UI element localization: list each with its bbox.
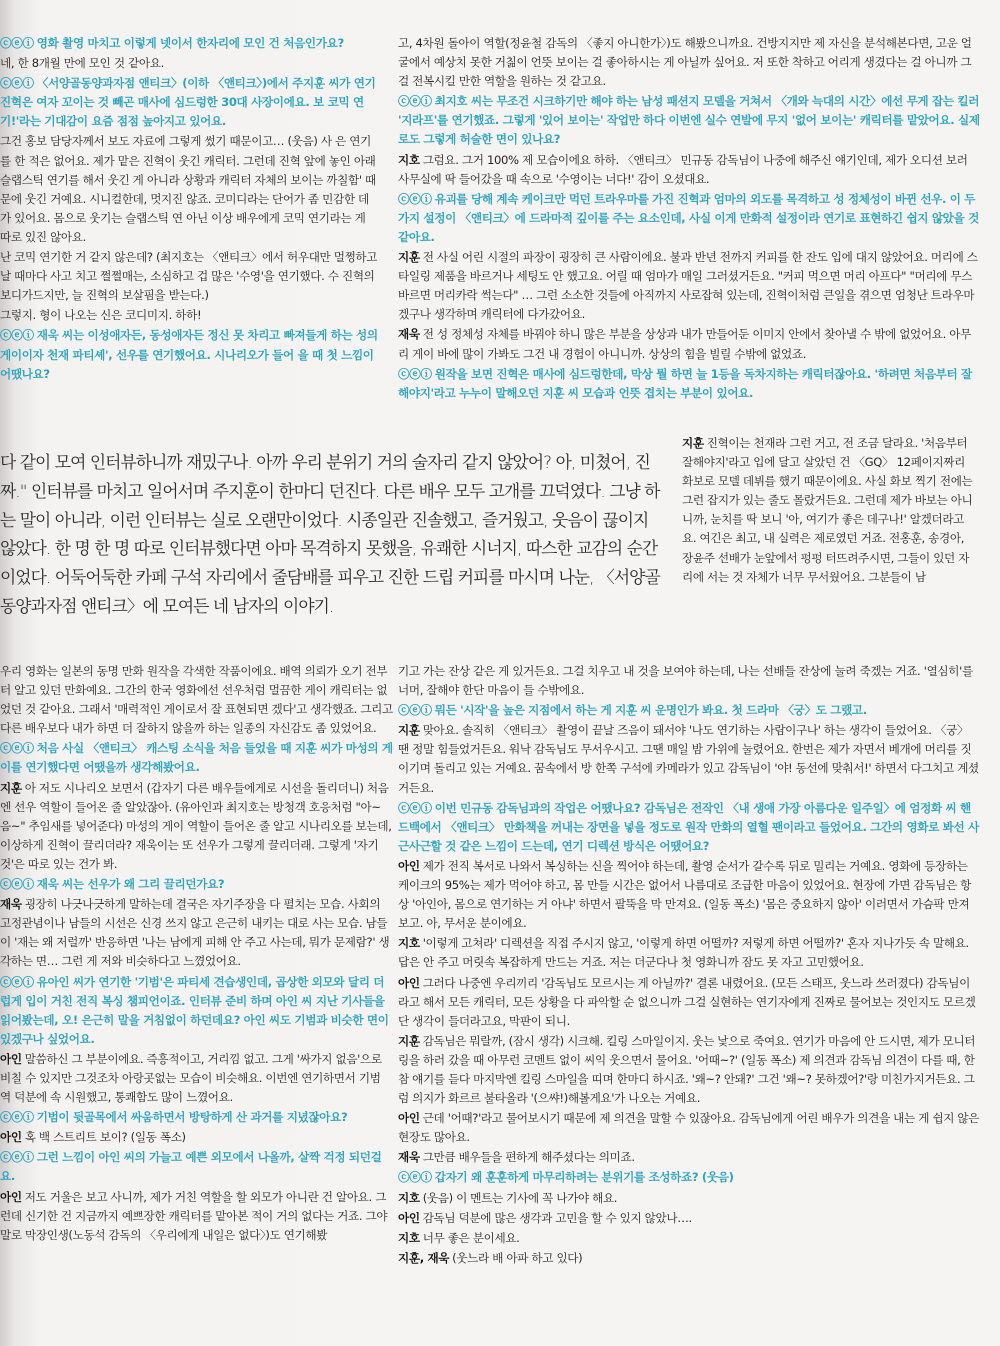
- question-text: 유아인 씨가 연기한 '기범'은 파티세 견습생인데, 곱상한 외모와 달리 더럽게 입이 거친 전직 복싱 챔피언이죠. 인터뷰 준비 하며 아인 씨 지난 기사들을 읽어봤는데, 오! 은근히 말을 거침없이 하던데요? 아인 씨도 기범과 비슷한 면이 있겠구나 싶었어요.: [0, 974, 389, 1046]
- question-text: 재욱 씨는 선우가 왜 그리 끌리던가요?: [36, 877, 225, 892]
- speaker-name: 지호: [398, 936, 420, 951]
- interview-answer: [0, 1128, 394, 1147]
- interview-answer: [0, 779, 394, 874]
- speaker-name: 아인: [0, 1130, 22, 1145]
- interview-question: [0, 875, 394, 894]
- speaker-name: 아인: [398, 1111, 420, 1126]
- question-text: 영화 촬영 마치고 이렇게 넷이서 한자리에 모인 건 처음인가요?: [36, 36, 344, 50]
- question-text: 처음 사실 〈앤티크〉 캐스팅 소식을 처음 들었을 때 지훈 씨가 마성의 게이를 연기했다면 어땠을까 생각해봤어요.: [0, 741, 393, 775]
- question-marker: ⓒⓔⓘ: [0, 1150, 34, 1165]
- interview-answer: [398, 662, 980, 700]
- answer-text: 말씀하신 그 부분이에요. 즉흥적이고, 거리낌 없고. 그게 '싸가지 없음'으로 비칠 수 있지만 그것조차 아랑곳없는 모습이 비슷해요. 이번엔 연기하면서 기범 역 덕분에 속 시원했고, 통쾌함도 많이 느꼈어요.: [0, 1051, 382, 1105]
- question-marker: ⓒⓔⓘ: [398, 191, 432, 206]
- interview-answer: [398, 1229, 980, 1248]
- question-text: 〈서양골동양과자점 앤티크〉(이하 〈앤티크〉)에서 주지훈 씨가 연기 진혁은 여자 꼬이는 것 빼곤 매사에 심드렁한 30대 사장이에요. 보 코믹 연기!'라는 기대감이 요즘 점점 높아지고 있어요.: [0, 76, 376, 129]
- interview-question: [0, 74, 378, 131]
- interview-answer: [0, 895, 394, 971]
- interview-answer: [0, 248, 378, 305]
- speaker-name: 지호: [398, 1230, 420, 1245]
- answer-text: 기고 가는 잔상 같은 게 있거든요. 그걸 치우고 내 것을 보여야 하는데, 나는 선배들 잔상에 눌려 죽겠는 거죠. '열심히'를 너머, 잘해야 한단 마음이 들 수밖에요.: [398, 664, 973, 698]
- speaker-name: 아인: [0, 1189, 22, 1204]
- question-text: 기범이 뒷골목에서 싸움하면서 방탕하게 산 과거를 지녔잖아요?: [36, 1110, 348, 1125]
- interview-question: [398, 92, 980, 149]
- interview-answer: [0, 1050, 394, 1107]
- interview-answer: [398, 934, 980, 972]
- answer-text: 감독님은 뭐랄까, (잠시 생각) 시크해. 킬링 스마일이지. 웃는 낯으로 죽여요. 연기가 마음에 안 드시면, 제가 모니터링을 하러 갔을 때 아무런 코멘트 없이 씨익 웃으면서 물어요. '어때~?' (일동 폭소) 제 의견과 감독님 의견이 다를 때, 한참 얘기를 듣다 마지막엔 킬링 스마일을 띠며 한마디 하시죠. '왜~? 안돼?' 그건 '왜~? 못하겠어?'랑 미친가지거든요. 그럼 의지가 화르르 불타올라 '(으쌰!)해볼게요'가 나오는 거예요.: [398, 1033, 976, 1106]
- question-marker: ⓒⓔⓘ: [0, 1110, 34, 1125]
- speaker-name: 지훈: [398, 723, 420, 738]
- question-text: 최지호 씨는 무조건 시크하기만 해야 하는 남성 패션지 모델을 거쳐서 〈개와 늑대의 시간〉에선 무게 잡는 킬러 '지라프'를 연기했죠. 그렇게 '있어 보이는' 작업만 하다 이번엔 실수 연발에 무지 '없어 보이는' 캐릭터를 맡았어요. 실제로도 그렇게 허술한 면이 있나요?: [398, 94, 980, 147]
- question-text: 유괴를 당해 계속 케이크만 먹던 트라우마를 가진 진혁과 엄마의 외도를 목격하고 성 정체성이 바뀐 선우. 이 두 가지 설정이 〈앤티크〉에 드라마적 깊이를 주는 요소인데, 사실 이게 만화적 설정이라 연기로 표현하긴 쉽지 않았을 것 같아요.: [398, 191, 979, 244]
- speaker-name: 지훈: [398, 1033, 420, 1048]
- interview-answer: [0, 662, 394, 738]
- question-text: 갑자기 왜 훈훈하게 마무리하려는 분위기를 조성하죠? (웃음): [434, 1170, 734, 1185]
- question-marker: ⓒⓔⓘ: [0, 877, 34, 892]
- interview-question: [398, 190, 980, 247]
- interview-answer: [398, 1148, 980, 1167]
- answer-text: 고, 4차원 돌아이 역할(정윤철 감독의 〈좋지 아니한가〉)도 해봤으니까요. 건방지지만 제 자신을 분석해본다면, 고운 얼굴에서 예상치 못한 거칢이 언뜻 보이는 걸 좋아하시는 게 아닐까 싶어요. 저 또한 착하고 어리게 생겼다는 걸 아니까 그걸 전복시킬 만한 역할을 원하는 것 같고요.: [398, 36, 972, 89]
- interview-answer: [398, 151, 980, 189]
- interview-question: [0, 1108, 394, 1127]
- answer-text: 전 사실 어린 시절의 파장이 굉장히 큰 사람이에요. 불과 반년 전까지 커피를 한 잔도 입에 대지 않았어요. 머리에 스타일링 제품을 바르거나 세팅도 안 했고요. 어릴 때 엄마가 매일 그러셨거든요. "커피 먹으면 머리 아프다" "머리에 무스 바르면 머리카락 썩는다" … 그런 소소한 것들에 아직까지 사로잡혀 있는데, 진혁이처럼 큰일을 겪으면 엄청난 트라우마겠구나 생각하며 캐릭터에 다가갔어요.: [398, 250, 978, 322]
- column-top-left: [0, 34, 378, 385]
- speaker-name: 지호: [398, 1190, 420, 1205]
- interview-question: [0, 739, 394, 777]
- column-bottom-right: [398, 662, 980, 1269]
- question-marker: ⓒⓔⓘ: [398, 703, 432, 718]
- column-bottom-left: [0, 662, 394, 1246]
- answer-text: 맞아요. 솔직히 〈앤티크〉 촬영이 끝날 즈음이 돼서야 '나도 연기하는 사람이구나' 하는 생각이 들었어요. 〈궁〉 땐 정말 힘들었거든요. 워낙 감독님도 무서우시고. 그땐 매일 밤 가위에 눌렸어요. 한번은 제가 자면서 베개에 머리를 짓이기며 돌리고 있는 거예요. 꿈속에서 방 한쪽 구석에 카메라가 있고 감독님이 '야! 동선에 맞춰서!' 하면서 다그치고 계셨거든요.: [398, 723, 979, 795]
- interview-question: [398, 365, 980, 403]
- speaker-name: 지훈, 재욱: [398, 1250, 450, 1265]
- answer-text: (웃느라 배 아파 하고 있다): [452, 1250, 583, 1265]
- speaker-name: 아인: [398, 858, 420, 873]
- interview-question: [0, 1148, 394, 1186]
- interview-answer: [398, 248, 980, 324]
- answer-text: (웃음) 이 멘트는 기사에 꼭 나가야 해요.: [422, 1190, 618, 1205]
- question-marker: ⓒⓔⓘ: [0, 36, 34, 50]
- interview-answer: [398, 857, 980, 933]
- interview-answer: [398, 1249, 980, 1268]
- speaker-name: 지훈: [0, 780, 22, 795]
- interview-answer: [398, 974, 980, 1031]
- answer-text: 우리 영화는 일본의 동명 만화 원작을 각색한 작품이에요. 배역 의뢰가 오기 전부터 알고 있던 만화예요. 그간의 한국 영화에선 선우처럼 멀끔한 게이 캐릭터는 없었던 것 같아요. 그래서 '매력적인 게이로서 잘 표현되면 겠다'고 생각했죠. 그리고 다른 배우보다 내가 하면 더 잘하지 않을까 하는 일종의 자신감도 좀 있었어요.: [0, 664, 393, 736]
- answer-text: 아 저도 시나리오 보면서 (갑자기 다른 배우들에게로 시선을 돌리더니) 처음엔 선우 역할이 들어온 줄 알았잖아. (유아인과 최지호는 방청객 호응처럼 "아~ 음~" 추임새를 넣어준다) 마성의 게이 역할이 들어온 줄 알고 시나리오를 보는데, 이상하게 진혁이 끌리더라? 재욱이는 또 선우가 그렇게 끌리더래. 그렇게 '자기 것'은 따로 있는 건가 봐.: [0, 780, 392, 871]
- interview-answer: [0, 54, 378, 73]
- interview-question: [0, 34, 378, 53]
- interview-answer: [398, 1209, 980, 1228]
- speaker-name: 재욱: [398, 327, 420, 342]
- answer-text: 혹 백 스트리트 보이? (일동 폭소): [24, 1130, 186, 1145]
- question-marker: ⓒⓔⓘ: [0, 974, 34, 989]
- answer-text: 감독님 덕분에 많은 생각과 고민을 할 수 있지 않았나….: [422, 1210, 692, 1225]
- question-marker: ⓒⓔⓘ: [398, 366, 432, 381]
- interview-answer: [0, 132, 378, 247]
- answer-text: 제가 전직 복서로 나와서 복싱하는 신을 찍어야 하는데, 촬영 순서가 갈수록 뒤로 밀리는 거예요. 영화에 등장하는 케이크의 95%는 제가 먹어야 하고, 몸 만들 시간은 없어서 나름대로 조급한 마음이 있었어요. 현장에 가면 감독님은 항상 '아인아, 몸으로 연기하는 거 아냐' 하면서 팔뚝을 막 만져요. (일동 폭소) '몸은 중요하지 않아' 이러면서 가슴팍 만져보고. 아, 무서운 분이에요.: [398, 858, 971, 931]
- interview-question: [0, 973, 394, 1049]
- answer-text: 그럼요. 그거 100% 제 모습이에요 하하. 〈앤티크〉 민규동 감독님이 나중에 해주신 얘기인데, 제가 오디션 보러 사무실에 딱 들어갔을 때 속으로 '수영이는 너다!' 감이 오셨대요.: [398, 152, 968, 186]
- answer-text: '이렇게 고쳐라' 디렉션을 직접 주시지 않고, '이렇게 하면 어떨까? 저렇게 하면 어떨까?' 혼자 지나가듯 속 말해요. 답은 안 주고 머릿속 복잡하게 만드는 거죠. 저는 더군다나 첫 영화니까 잠도 못 자고 고민했어요.: [398, 936, 969, 970]
- answer-text: 그렇지. 형이 나오는 신은 코디미지. 하하!: [0, 308, 202, 323]
- answer-text: 굉장히 나긋나긋하게 말하는데 결국은 자기주장을 다 펼치는 모습. 사회의 고정관념이나 남들의 시선은 신경 쓰지 않고 은근히 내키는 대로 사는 모습. 남들이 '재는 왜 저럴까' 반응하면 '나는 남에게 피해 안 주고 사는데, 뭐가 문제람?' 생각하는 면… 그런 게 저와 비슷하다고 느꼈었어요.: [0, 897, 390, 969]
- interview-answer: [682, 434, 978, 587]
- interview-answer: [398, 1032, 980, 1108]
- question-marker: ⓒⓔⓘ: [0, 741, 34, 756]
- answer-text: 네, 한 8개월 만에 모인 것 같아요.: [0, 56, 164, 71]
- answer-text: 너무 좋은 분이세요.: [422, 1230, 520, 1245]
- speaker-name: 재욱: [0, 897, 22, 912]
- answer-text: 그러다 나중엔 우리끼리 '감독님도 모르시는 게 아닐까?' 결론 내렸어요. (모든 스태프, 웃느라 쓰러졌다) 감독님이라고 해서 모든 캐릭터, 모든 상황을 다 파악할 순 없으니까 그걸 실현하는 연기자에게 진짜로 물어보는 것인지도 모르겠단 생각이 들더라고요, 막판이 되니.: [398, 975, 976, 1028]
- interview-answer: [398, 721, 980, 797]
- interview-answer: [398, 325, 980, 363]
- speaker-name: 지호: [398, 152, 420, 167]
- question-text: 그런 느낌이 아인 씨의 가늘고 예쁜 외모에서 나올까, 살짝 걱정 되던걸요.: [0, 1150, 382, 1184]
- column-mid-right: [682, 434, 978, 588]
- speaker-name: 지훈: [398, 250, 420, 265]
- answer-text: 저도 거울은 보고 사니까, 제가 거친 역할을 할 외모가 아니란 건 알아요. 그런데 신기한 건 지금까지 예쁘장한 캐릭터를 맡아본 적이 거의 없다는 거죠. 그야말로 막장인생(노동석 감독의 〈우리에게 내일은 없다〉)도 연기해봤: [0, 1189, 388, 1242]
- interview-question: [398, 1168, 980, 1187]
- column-top-right: [398, 34, 980, 404]
- interview-question: [0, 326, 378, 383]
- question-marker: ⓒⓔⓘ: [398, 1170, 432, 1185]
- speaker-name: 아인: [398, 1210, 420, 1225]
- answer-text: 그만큼 배우들을 편하게 해주셨다는 의미죠.: [422, 1150, 635, 1165]
- question-marker: ⓒⓔⓘ: [398, 800, 432, 815]
- answer-text: 전 성 정체성 자체를 바꿔야 하니 많은 부분을 상상과 내가 만들어둔 이미지 안에서 찾아낼 수 밖에 없었어요. 아무리 게이 바에 많이 가봐도 그건 내 경험이 아니니까. 상상의 힘을 빌릴 수밖에 없었죠.: [398, 327, 971, 361]
- answer-text: 그건 홍보 담당자께서 보도 자료에 그렇게 썼기 때문이고… (웃음) 사 은 연기를 한 적은 없어요. 제가 맡은 진혁이 웃긴 캐릭터. 그런데 진혁 앞에 놓인 아래 슬랩스틱 연기를 해서 웃긴 게 아니라 상황과 캐릭터 자체의 보이는 까칠함' 때문에 웃긴 거예요. 시니컬한데, 멋지진 않죠. 코미디라는 단어가 좀 민감한 데가 있어요. 몸으로 웃기는 슬랩스틱 연 아닌 이상 배우에게 코믹 연기라는 게 따로 있진 않아요.: [0, 134, 376, 244]
- lead-paragraph: [0, 448, 668, 621]
- speaker-name: 재욱: [398, 1150, 420, 1165]
- answer-text: 근데 '어때?'라고 물어보시기 때문에 제 의견을 말할 수 있잖아요. 감독님에게 어린 배우가 의견을 내는 게 쉽지 않은 현장도 많아요.: [398, 1111, 980, 1145]
- question-text: 이번 민규동 감독님과의 작업은 어땠나요? 감독님은 전작인 〈내 생애 가장 아름다운 일주일〉에 엄정화 씨 핸드백에서 〈앤티크〉 만화책을 꺼내는 장면을 넣을 정도로 원작 만화의 열혈 팬이라고 들었어요. 그간의 영화로 봐선 사근사근할 것 같은 느낌이 드는데, 연기 디렉션 방식은 어땠어요?: [398, 800, 979, 853]
- question-marker: ⓒⓔⓘ: [0, 76, 34, 91]
- speaker-name: 아인: [0, 1051, 22, 1066]
- question-text: 원작을 보면 진혁은 매사에 심드렁한데, 막상 뭘 하면 늘 1등을 독차지하는 캐릭터잖아요. '하려면 처음부터 잘해야지'라고 누누이 말해오던 지훈 씨 모습과 언뜻 겹치는 부분이 있어요.: [398, 366, 972, 400]
- interview-question: [398, 701, 980, 720]
- interview-answer: [398, 34, 980, 91]
- question-text: 재욱 씨는 이성애자든, 동성애자든 정신 못 차리고 빠져들게 하는 성의 게이이자 천재 파티셰', 선우를 연기했어요. 시나리오가 들어 을 때 첫 느낌이 어땠나요?: [0, 328, 378, 381]
- answer-text: 난 코믹 연기한 거 같지 않은데? (최지호는 〈앤티크〉에서 허우대만 멀쩡하고 날 때마다 사고 치고 쩔쩔매는, 소심하고 겁 많은 '수영'을 연기했다. 수 진혁의 보디가드지만, 늘 진혁의 보살핌을 받는다.): [0, 250, 378, 303]
- interview-question: [398, 799, 980, 856]
- lead-text: 다 같이 모여 인터뷰하니까 재밌구나. 아까 우리 분위기 거의 술자리 같지 않았어? 아, 미쳤어, 진짜." 인터뷰를 마치고 일어서며 주지훈이 한마디 던진다. 다른 배우 모두 고개를 끄덕였다. 그냥 하는 말이 아니라, 이런 인터뷰는 실로 오랜만이었다. 시종일관 진솔했고, 즐거웠고, 웃음이 끊이지 않았다. 한 명 한 명 따로 인터뷰했다면 아마 목격하지 못했을, 유쾌한 시너지, 따스한 교감의 순간이었다. 어둑어둑한 카페 구석 자리에서 줄담배를 피우고 진한 드립 커피를 마시며 나눈, 〈서양골동양과자점 앤티크〉에 모여든 네 남자의 이야기.: [0, 452, 660, 616]
- interview-answer: [398, 1109, 980, 1147]
- interview-answer: [0, 306, 378, 325]
- speaker-name: 지훈: [682, 436, 704, 450]
- question-marker: ⓒⓔⓘ: [398, 94, 432, 109]
- interview-answer: [398, 1189, 980, 1208]
- answer-text: 진혁이는 천재라 그런 거고, 전 조금 달라요. '처음부터 잘해야지'라고 입에 달고 살았던 건 〈GQ〉 12페이지짜리 화보로 모델 데뷔를 했기 때문이에요. 사실 화보 찍기 전에는 그런 잡지가 있는 줄도 몰랐거든요. 그런데 제가 바보는 아니니까, 눈치를 딱 보니 '아, 여기가 좋은 데구나!' 알겠더라고요. 여긴은 최고, 내 실력은 제로였던 거죠. 전홍훈, 송경아, 장윤주 선배가 눈앞에서 펑펑 터뜨려주시면, 그들이 있던 자리에 서는 것 자체가 너무 무서웠어요. 그분들이 남: [682, 436, 973, 584]
- speaker-name: 아인: [398, 975, 420, 990]
- question-marker: ⓒⓔⓘ: [0, 328, 34, 343]
- question-text: 뭐든 '시작'을 높은 지점에서 하는 게 지훈 씨 운명인가 봐요. 첫 드라마 〈궁〉도 그랬고.: [434, 703, 867, 718]
- interview-answer: [0, 1188, 394, 1245]
